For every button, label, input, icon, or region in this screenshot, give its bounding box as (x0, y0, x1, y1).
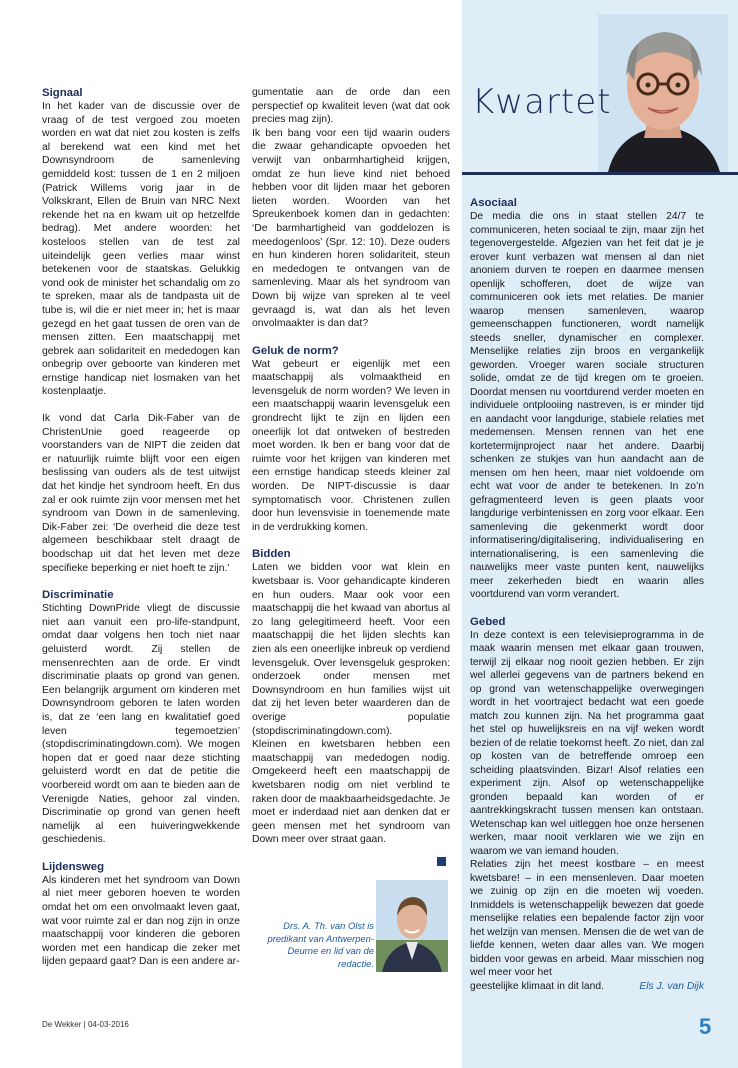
subheading-asociaal: Asociaal (470, 197, 517, 209)
closing-line (470, 980, 704, 994)
paragraph: Als kinderen met het syndroom van Down al niet meer geboren hoeven te worden omdat het om een onvolmaakt leven gaat, wat voor ruimte zal er dan nog zijn in onze maatschappij voor kinderen die geboren worden met een handicap die zeker met lijden gepaard gaat? Dan is een andere ar- (42, 874, 240, 968)
paragraph: Relaties zijn het meest kostbare – en meest kwetsbare! – in een mensenleven. Daar moeten we zuinig op zijn en die moeten wij voeden. Inmiddels is wetenschappelijk bewezen dat goede menselijke relaties een bepalende factor zijn voor het welzijn van mensen. Mensen die de wet van de liefde kennen, weten daar alles van. We mogen bidden voor gewas en arbeid. Maar misschien nog wel meer voor het (470, 859, 704, 978)
subheading-gebed: Gebed (470, 615, 506, 628)
paragraph: gumentatie aan de orde dan een perspectief op kwaliteit leven (wat dat ook precies mag zijn). (252, 87, 450, 126)
subheading-geluk-de-norm: Geluk de norm? (252, 344, 339, 357)
paragraph: De media die ons in staat stellen 24/7 te communiceren, heten sociaal te zijn, maar zijn het tegenovergestelde. Afgezien van het feit dat je je erover kunt verbazen wat mensen al dan niet anoniem durven te roepen en daarmee mensen openlijk schofferen, doet de wijze van communiceren ook iets met relaties. De manier waarop mensen samenleven, waarop gemeenschappen functioneren, wordt namelijk steeds sneller, dynamischer en complexer. Menselijke relaties zijn broos en vergankelijk geworden. Vroeger waren sociale structuren solide, omdat ze de tijd kregen om te groeien. Doordat mensen nu voortdurend verder moeten en individuele ontplooiing nastreven, is er minder tijd en aandacht voor langdurige, stabiele relaties met medemensen. Mensen rennen van het ene kortetermijnproject naar het andere. Daarbij schenken ze stukjes van hun aandacht aan de mensen om hen heen, maar niet voldoende om echt wat voor de ander te betekenen. In zo’n gefragmenteerd leven is geen plaats voor langdurige verbintenissen en zorg voor elkaar. Een samenleving die gekenmerkt wordt door informatisering/digitalisering, individualisering en internationalisering, is een samenleving die nauwelijks meer vaste punten kent, nauwelijks meer zekerheden biedt en waarin alles voortdurend van vorm verandert. (470, 211, 704, 600)
subheading-bidden: Bidden (252, 548, 291, 561)
paragraph: In het kader van de discussie over de vraag of de test vergoed zou moeten worden en wat dat niet zou kosten is zelfs al berekend wat een kind met het Downsyndroom de samenleving gemiddeld kost: tussen de 1 en 2 miljoen (Patrick Willems vorig jaar in de Volkskrant, Ellen de Bruin van NRC Next rekende het na en kwam uit op hetzelfde bedrag). Met andere woorden: het kosteloos stellen van de test zal uiteindelijk geen verlies maar winst betekenen voor de staatskas. Gelukkig vond ook de minister het schandalig om zo te spreken, maar als de tandpasta uit de tube is, wil die er niet meer in; het is maar gezegd en het gaat tussen de oren van de mensen zitten. Een maatschappij met gebrek aan solidariteit en mededogen kan onbegrip over geboorte van kinderen met ernstige handicap niet losmaken van het kostenplaatje. (42, 101, 240, 398)
page-number: 5 (699, 1014, 712, 1039)
paragraph: Wat gebeurt er eigenlijk met een maatschappij als volmaaktheid en levensgeluk de norm worden? We leven in een maatschappij waarin levensgeluk een grondrecht lijkt te zijn en lijden een oneerlijk lot dat ontweken of bestreden moet worden. Ik ben er bang voor dat de ruimte voor het krijgen van kinderen met een ernstige handicap steeds kleiner zal worden. De NIPT-discussie is daar symptomatisch voor. Christenen zullen door hun levensvisie in toenemende mate in de verdrukking komen. (252, 358, 450, 533)
paragraph: In deze context is een televisieprogramma in de maak waarin mensen met elkaar gaan trouwen, terwijl zij elkaar nog nooit gezien hebben. Er zijn wel allerlei gegevens van de partners bekend en op grond van wetenschappelijke overwegingen wordt in het voortraject bedacht wat een goede match zou kunnen zijn. Na het programma gaat het stel op huwelijksreis en na vijf weken wordt bezien of de relatie toekomst heeft. Zo niet, dan zal op kosten van de betreffende omroep een scheiding plaatsvinden. Bizar! Alsof relaties een experiment zijn. Alsof op wetenschappelijke gronden bepaald kan worden of er aantrekkingskracht tussen mensen kan ontstaan. Wetenschap kan wel uitleggen hoe onze hersenen werken, maar nooit verklaren wie we zijn en waarom we van iemand houden. (470, 629, 704, 857)
paragraph: Laten we bidden voor wat klein en kwetsbaar is. Voor gehandicapte kinderen en hun ouders. Maar ook voor een maatschappij die het kwaad van abortus al zo lang gelegitimeerd heeft. Voor een maatschappij die het lijden slechts kan zien als een oneerlijke inbreuk op verdiend levensgeluk. Over levensgeluk gesproken: onderzoek onder mensen met Downsyndroom en hun families wijst uit dat zij het leven beter waarderen dan de overige populatie (stopdiscriminatingdown.com). (252, 562, 450, 737)
subheading-signaal: Signaal (42, 87, 83, 99)
paragraph: Ik vond dat Carla Dik-Faber van de ChristenUnie goed reageerde op voorstanders van de NIPT die zeiden dat er natuurlijk ruimte blijft voor een eigen beslissing van ouders als de test uitwijst dat het kindje het syndroom heeft. En dus zal er ook ruimte zijn voor mensen met het syndroom van Down in de samenleving. Dik-Faber zei: ‘De overheid die deze test algemeen beschikbaar stelt draagt de boodschap uit dat het leven met deze specifieke beperking er niet hoeft te zijn.’ (42, 413, 240, 574)
article-column-2 (252, 86, 450, 847)
kwartet-column (470, 196, 704, 993)
author-caption: Drs. A. Th. van Olst is predikant van Antwerpen-Deurne en lid van de redactie. (267, 920, 374, 969)
article-column-1 (42, 86, 240, 969)
footer-publication: De Wekker | 04-03-2016 (42, 1020, 129, 1029)
author-photo (376, 880, 448, 972)
article-end-mark (437, 857, 446, 866)
author-signature: Els J. van Dijk (639, 980, 704, 992)
subheading-discriminatie: Discriminatie (42, 589, 114, 602)
subheading-lijdensweg: Lijdensweg (42, 860, 105, 873)
paragraph: Kleinen en kwetsbaren hebben een maatschappij van mededogen nodig. Omgekeerd heeft een maatschappij de kwetsbaren nodig om niet verblind te raken door de maakbaarheidsgedachte. Je moet er inderdaad niet aan denken dat er geen mensen met het syndroom van Down meer over straat gaan. (252, 739, 450, 846)
paragraph: Stichting DownPride vliegt de discussie niet aan vanuit een pro-life-standpunt, omdat daar volgens hen toch niet naar geluisterd wordt. Zij stellen de mensenrechten aan de orde. Er vindt discriminatie plaats op grond van genen. Een belangrijk argument om kinderen met Downsyndroom geboren te laten worden is, dat ze ‘een lang en kwalitatief goed leven tegemoetzien’ (stopdiscriminatingdown.com). We mogen hopen dat er goed naar deze stichting geluisterd wordt en dat de petitie die voorbereid wordt om aan te bieden aan de Verenigde Naties, gehoor zal vinden. Discriminatie op grond van genen heeft namelijk al een huiveringwekkende geschiedenis. (42, 603, 240, 846)
section-title: Kwartet (472, 82, 612, 122)
columnist-portrait (598, 14, 728, 172)
portrait-underline (462, 172, 738, 175)
closing-text: geestelijke klimaat in dit land. (470, 980, 604, 992)
paragraph: Ik ben bang voor een tijd waarin ouders die zwaar gehandicapte opvoeden het verwijt van onbarmhartigheid krijgen, omdat ze hun lieve kind niet behoed hebben voor dit lijden maar het geboren lieten worden. Woorden van het Spreukenboek komen dan in gedachten: ‘De barmhartigheid van goddelozen is meedogenloos’ (Spr. 12: 10). Deze ouders en hun kinderen horen solidariteit, steun en mededogen te ontvangen van de samenleving. Maar als het syndroom van Down bij wijze van spreken al te veel gevraagd is, wat dan als het leven onvolmaakter is dan dat? (252, 127, 450, 330)
